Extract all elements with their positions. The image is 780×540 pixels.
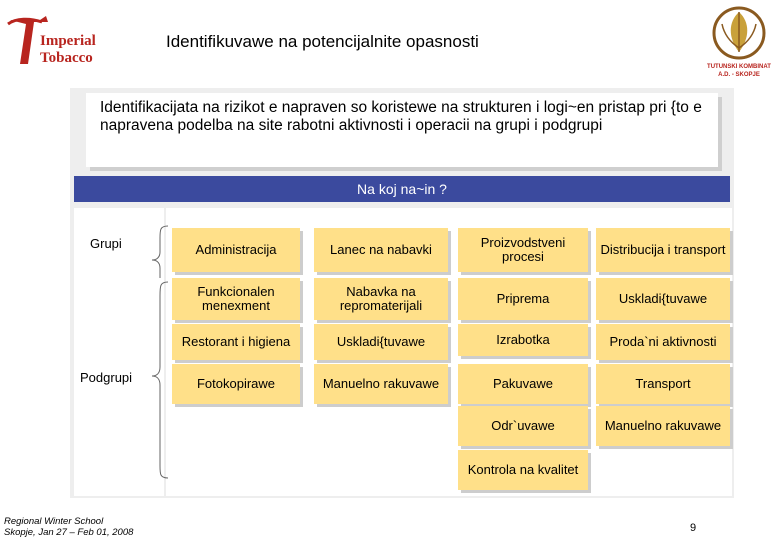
activity-box: Lanec na nabavki: [314, 228, 448, 272]
activity-box: Proizvodstveni procesi: [458, 228, 588, 272]
activity-box: Pakuvawe: [458, 364, 588, 404]
activity-box: Transport: [596, 364, 730, 404]
footer-line-2: Skopje, Jan 27 – Feb 01, 2008: [4, 527, 134, 538]
activity-box: Restorant i higiena: [172, 324, 300, 360]
activity-box: Uskladi{tuvawe: [596, 278, 730, 320]
tutunski-kombinat-logo: [706, 4, 772, 78]
activity-box: Administracija: [172, 228, 300, 272]
activity-box: Priprema: [458, 278, 588, 320]
footer-event: [4, 516, 133, 538]
banner-text: Na koj na~in ?: [357, 181, 447, 197]
activity-box: Izrabotka: [458, 324, 588, 356]
intro-text: Identifikacijata na rizikot e napraven so koristewe na strukturen i logi~en pristap pri {to e napravena podelba na site rabotni aktivnosti i operacii na grupi i podgrupi: [100, 99, 702, 134]
activity-box: Funkcionalen menexment: [172, 278, 300, 320]
svg-text:TUTUNSKI KOMBINAT: TUTUNSKI KOMBINAT: [707, 64, 771, 70]
page-title: Identifikuvawe na potencijalnite opasnosti: [166, 32, 479, 51]
svg-text:A.D. - SKOPJE: A.D. - SKOPJE: [718, 72, 760, 78]
activity-box: Odr`uvawe: [458, 406, 588, 446]
activity-box: Fotokopirawe: [172, 364, 300, 404]
svg-text:Tobacco: Tobacco: [40, 50, 93, 66]
activity-box: Manuelno rakuvawe: [314, 364, 448, 404]
activity-box: Distribucija i transport: [596, 228, 730, 272]
question-banner: [74, 176, 730, 202]
activity-box: Proda`ni aktivnosti: [596, 324, 730, 360]
imperial-tobacco-logo: [6, 14, 126, 68]
activity-box: Kontrola na kvalitet: [458, 450, 588, 490]
footer-line-1: Regional Winter School: [4, 516, 104, 527]
activity-box: Nabavka na repromaterijali: [314, 278, 448, 320]
page-number: 9: [690, 522, 697, 534]
subgroups-label: Podgrupi: [80, 370, 133, 385]
svg-text:Imperial: Imperial: [40, 33, 96, 49]
activity-box: Manuelno rakuvawe: [596, 406, 730, 446]
brace-lines: [150, 222, 170, 482]
groups-label: Grupi: [90, 236, 122, 251]
activity-box: Uskladi{tuvawe: [314, 324, 448, 360]
